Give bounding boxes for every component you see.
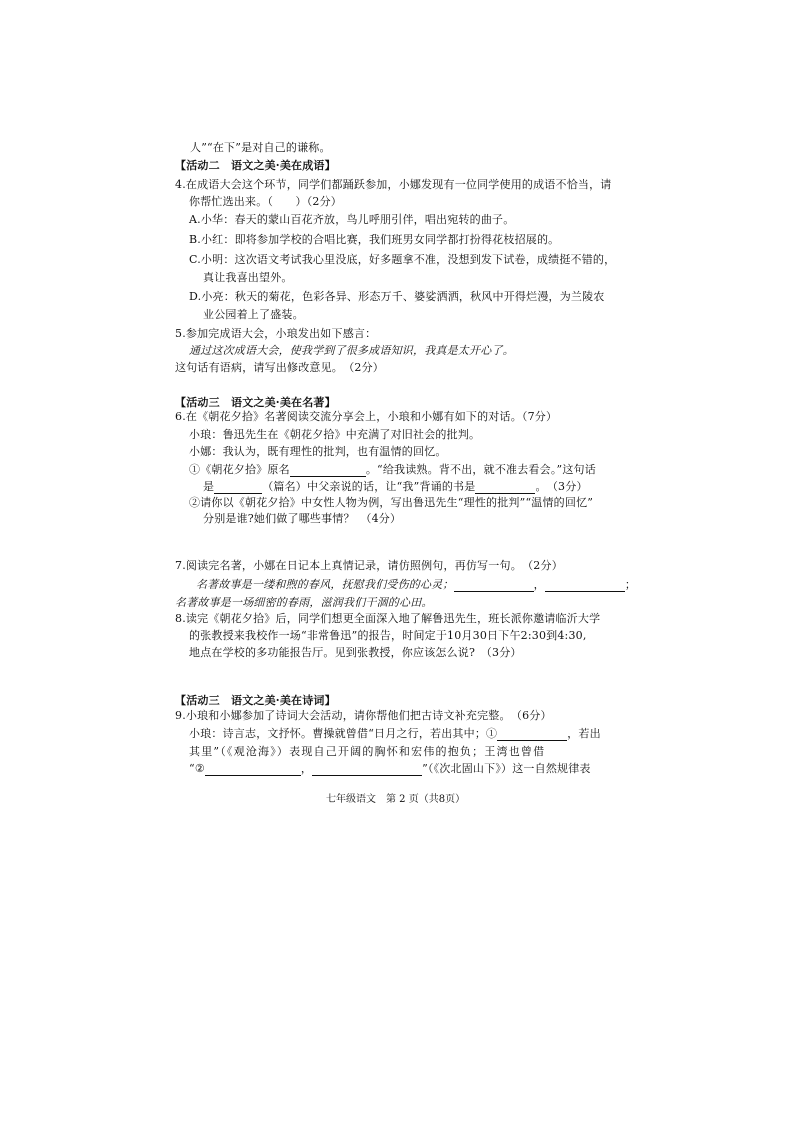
question-6-part-2: ②请你以《朝花夕拾》中女性人物为例，写出鲁迅先生“理性的批判”“温情的回忆” (189, 496, 594, 509)
answer-blank[interactable] (545, 580, 625, 592)
question-6-part-1-cont (203, 480, 588, 494)
answer-blank[interactable] (497, 729, 567, 741)
question-4-stem: 4.在成语大会这个环节，同学们都踊跃参加，小娜发现有一位同学使用的成语不恰当，请 (175, 178, 612, 191)
answer-blank[interactable] (290, 465, 366, 477)
question-4-stem-cont: 你帮忙选出来。（ ）（2分） (189, 195, 342, 208)
dialogue-line: 小娜：我认为，既有理性的批判，也有温情的回忆。 (189, 445, 447, 458)
text-segment: ， (300, 762, 313, 775)
text-segment: “② (189, 762, 205, 775)
text-segment: 小琅：诗言志，文抒怀。曹操就曾借“日月之行，若出其中；① (189, 727, 498, 740)
answer-blank[interactable] (312, 764, 422, 776)
question-8-stem: 8.读完《朝花夕拾》后，同学们想更全面深入地了解鲁迅先生，班长派你邀请临沂大学 (175, 612, 601, 625)
answer-blank[interactable] (205, 764, 301, 776)
question-9-line-3 (189, 762, 591, 776)
section-heading: 【活动三 语文之美·美在名著】 (175, 396, 336, 409)
question-7-example-cont: 名著故事是一场细密的春雨，滋润我们干涸的心田。 (175, 596, 433, 609)
option-a: A.小华：春天的蒙山百花齐放，鸟儿呼朋引伴，唱出宛转的曲子。 (189, 213, 515, 226)
text-segment: ， (533, 578, 545, 591)
question-6-stem: 6.在《朝花夕拾》名著阅读交流分享会上，小琅和小娜有如下的对话。（7分） (175, 410, 558, 423)
option-d: D.小亮：秋天的菊花，色彩各异、形态万千、婆娑洒洒，秋风中开得烂漫，为兰陵农 (189, 290, 605, 303)
text-segment: ①《朝花夕拾》原名 (189, 463, 290, 476)
option-d-cont: 业公园着上了盛装。 (203, 308, 304, 321)
option-c-cont: 真让我喜出望外。 (203, 271, 293, 284)
question-7-stem: 7.阅读完名著，小娜在日记本上真情记录，请仿照例句，再仿写一句。 （2分） (175, 559, 563, 572)
question-8-stem-cont: 地点在学校的多功能报告厅。见到张教授，你应该怎么说? （3分） (189, 646, 522, 659)
section-heading: 【活动三 语文之美·美在诗词】 (175, 694, 336, 707)
question-9-line-2: 其里”（《观沧海》）表现自己开阔的胸怀和宏伟的抱负；王湾也曾借 (189, 745, 546, 758)
answer-blank[interactable] (475, 482, 535, 494)
question-6-part-2-cont: 分别是谁?她们做了哪些事情？ （4分） (203, 512, 402, 525)
question-9-line-1 (189, 727, 601, 741)
question-5-sentence: 通过这次成语大会，使我学到了很多成语知识，我真是太开心了。 (189, 344, 514, 357)
option-b: B.小红：即将参加学校的合唱比赛，我们班男女同学都打扮得花枝招展的。 (189, 233, 560, 246)
text-segment: 。“给我读熟。背不出，就不准去看会。”这句话 (365, 463, 596, 476)
question-8-stem-cont: 的张教授来我校作一场“非常鲁迅”的报告，时间定于10月30日下午2:30到4:30, (189, 629, 587, 642)
question-5-prompt: 这句话有语病，请写出修改意见。 （2分） (175, 361, 384, 374)
option-c: C.小明：这次语文考试我心里没底，好多题拿不准，没想到发下试卷，成绩挺不错的， (189, 253, 616, 266)
question-6-part-1 (189, 463, 596, 477)
answer-blank[interactable] (454, 580, 534, 592)
page-footer: 七年级语文 第 2 页（共8页） (326, 794, 466, 805)
question-7-example (196, 578, 636, 592)
question-9-stem: 9.小琅和小娜参加了诗词大会活动，请你帮他们把古诗文补充完整。 （6分） (175, 709, 552, 722)
text-segment: （篇名）中父亲说的话，让“我”背诵的书是 (262, 480, 476, 493)
text-segment: ，若出 (567, 727, 601, 740)
text-segment: ； (624, 578, 637, 591)
dialogue-line: 小琅：鲁迅先生在《朝花夕拾》中充满了对旧社会的批判。 (189, 428, 481, 441)
text-segment: 是 (203, 480, 215, 493)
section-heading: 【活动二 语文之美·美在成语】 (175, 159, 336, 172)
text-segment: 名著故事是一缕和煦的春风，抚慰我们受伤的心灵； (196, 578, 454, 591)
text-segment: 。 （3分） (535, 480, 588, 493)
text-line: 人”“在下”是对自己的谦称。 (190, 141, 331, 154)
question-5-stem: 5.参加完成语大会，小琅发出如下感言： (175, 327, 377, 340)
answer-blank[interactable] (214, 482, 262, 494)
text-segment: ”（《次北固山下》）这一自然规律表 (422, 762, 591, 775)
